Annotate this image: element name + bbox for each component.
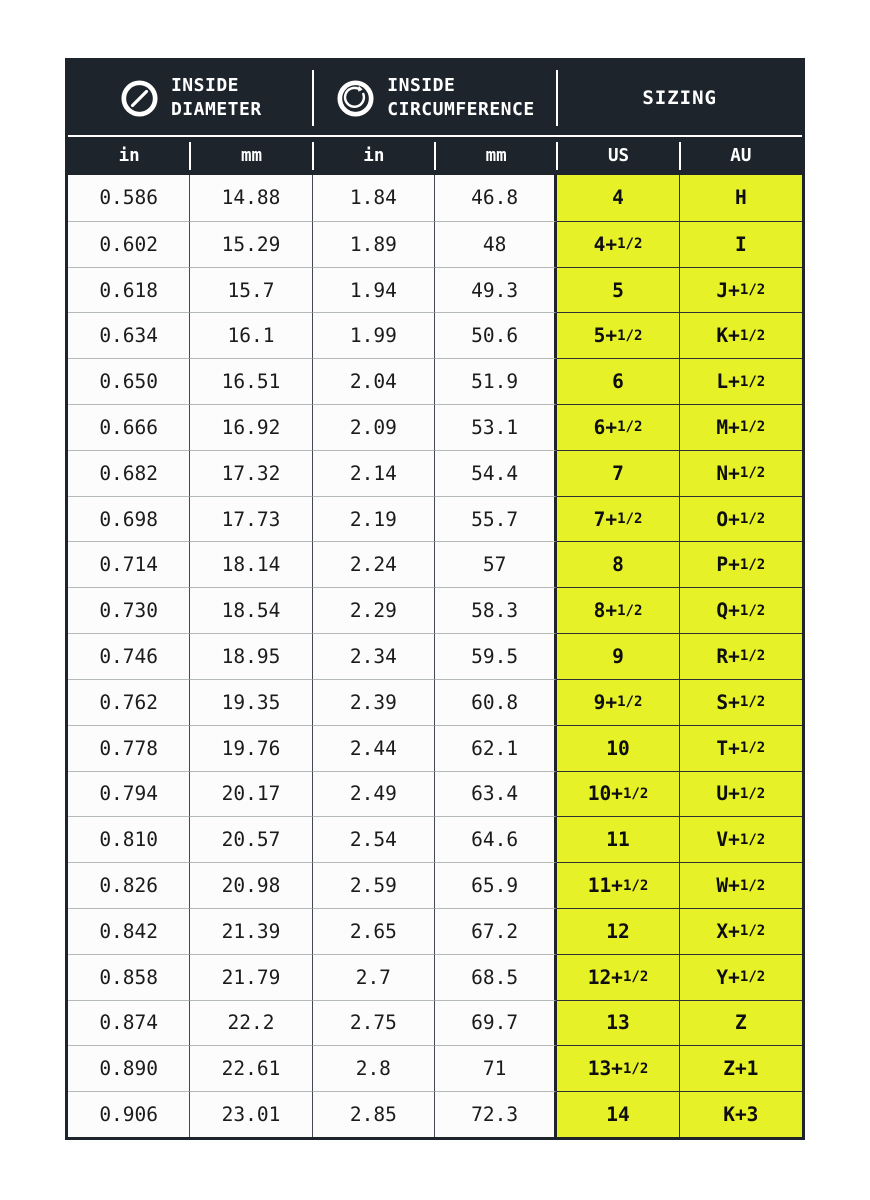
measurement-cell: 55.7: [435, 496, 557, 542]
table-header: [68, 61, 802, 175]
sizing-cell: W+ 1/2: [680, 862, 802, 908]
measurement-cell: 0.602: [68, 221, 190, 267]
measurement-cell: 0.714: [68, 541, 190, 587]
measurement-cell: 1.99: [313, 312, 435, 358]
measurement-cell: 2.85: [313, 1091, 435, 1137]
measurement-cell: 14.88: [190, 175, 312, 221]
measurement-cell: 19.76: [190, 725, 312, 771]
measurement-cell: 2.44: [313, 725, 435, 771]
sizing-cell: U+ 1/2: [680, 771, 802, 817]
measurement-cell: 57: [435, 541, 557, 587]
measurement-cell: 48: [435, 221, 557, 267]
sizing-cell: K+ 1/2: [680, 312, 802, 358]
measurement-cell: 0.778: [68, 725, 190, 771]
column-header-row: [68, 137, 802, 175]
measurement-cell: 0.874: [68, 1000, 190, 1046]
sizing-cell: 9: [557, 633, 679, 679]
sizing-cell: 5: [557, 267, 679, 313]
measurement-cell: 1.89: [313, 221, 435, 267]
measurement-cell: 50.6: [435, 312, 557, 358]
table-body: [68, 175, 802, 1137]
measurement-cell: 1.84: [313, 175, 435, 221]
header-label-inside-circumference: INSIDE CIRCUMFERENCE: [387, 74, 535, 120]
measurement-cell: 72.3: [435, 1091, 557, 1137]
sizing-cell: 6+ 1/2: [557, 404, 679, 450]
measurement-cell: 54.4: [435, 450, 557, 496]
measurement-cell: 68.5: [435, 954, 557, 1000]
column-header-au: AU: [730, 146, 752, 166]
measurement-cell: 16.92: [190, 404, 312, 450]
measurement-cell: 0.794: [68, 771, 190, 817]
measurement-cell: 2.59: [313, 862, 435, 908]
sizing-cell: 4: [557, 175, 679, 221]
sizing-cell: 5+ 1/2: [557, 312, 679, 358]
sizing-cell: 11+ 1/2: [557, 862, 679, 908]
measurement-cell: 17.32: [190, 450, 312, 496]
measurement-cell: 17.73: [190, 496, 312, 542]
measurement-cell: 0.698: [68, 496, 190, 542]
sizing-cell: V+ 1/2: [680, 816, 802, 862]
measurement-cell: 49.3: [435, 267, 557, 313]
column-header-diameter-mm: mm: [190, 137, 312, 175]
measurement-cell: 69.7: [435, 1000, 557, 1046]
sizing-cell: M+ 1/2: [680, 404, 802, 450]
measurement-cell: 20.57: [190, 816, 312, 862]
sizing-cell: Z+1: [680, 1045, 802, 1091]
measurement-cell: 2.39: [313, 679, 435, 725]
header-label-sizing: SIZING: [642, 87, 717, 109]
sizing-cell: J+ 1/2: [680, 267, 802, 313]
sizing-cell: P+ 1/2: [680, 541, 802, 587]
measurement-cell: 18.54: [190, 587, 312, 633]
measurement-cell: 20.98: [190, 862, 312, 908]
sizing-cell: L+ 1/2: [680, 358, 802, 404]
sizing-cell: N+ 1/2: [680, 450, 802, 496]
measurement-cell: 63.4: [435, 771, 557, 817]
measurement-cell: 2.49: [313, 771, 435, 817]
header-sizing: [557, 61, 802, 135]
sizing-cell: 8: [557, 541, 679, 587]
measurement-cell: 2.65: [313, 908, 435, 954]
measurement-cell: 16.1: [190, 312, 312, 358]
sizing-cell: R+ 1/2: [680, 633, 802, 679]
measurement-cell: 19.35: [190, 679, 312, 725]
sizing-cell: 10+ 1/2: [557, 771, 679, 817]
sizing-cell: 7: [557, 450, 679, 496]
sizing-cell: 4+ 1/2: [557, 221, 679, 267]
measurement-cell: 2.04: [313, 358, 435, 404]
measurement-cell: 0.666: [68, 404, 190, 450]
measurement-cell: 60.8: [435, 679, 557, 725]
sizing-cell: 12: [557, 908, 679, 954]
sizing-cell: 13: [557, 1000, 679, 1046]
column-header-circumference-mm: mm: [435, 137, 557, 175]
ring-size-chart: [65, 58, 805, 1140]
measurement-cell: 1.94: [313, 267, 435, 313]
measurement-cell: 15.29: [190, 221, 312, 267]
measurement-cell: 23.01: [190, 1091, 312, 1137]
measurement-cell: 22.2: [190, 1000, 312, 1046]
measurement-cell: 0.618: [68, 267, 190, 313]
measurement-cell: 0.586: [68, 175, 190, 221]
sizing-cell: O+ 1/2: [680, 496, 802, 542]
measurement-cell: 0.682: [68, 450, 190, 496]
sizing-cell: I: [680, 221, 802, 267]
measurement-cell: 2.34: [313, 633, 435, 679]
measurement-cell: 2.54: [313, 816, 435, 862]
header-inside-diameter: [68, 61, 313, 135]
measurement-cell: 21.39: [190, 908, 312, 954]
sizing-cell: 8+ 1/2: [557, 587, 679, 633]
measurement-cell: 18.14: [190, 541, 312, 587]
measurement-cell: 2.7: [313, 954, 435, 1000]
measurement-cell: 58.3: [435, 587, 557, 633]
measurement-cell: 0.810: [68, 816, 190, 862]
measurement-cell: 22.61: [190, 1045, 312, 1091]
measurement-cell: 62.1: [435, 725, 557, 771]
measurement-cell: 0.906: [68, 1091, 190, 1137]
measurement-cell: 16.51: [190, 358, 312, 404]
measurement-cell: 2.8: [313, 1045, 435, 1091]
measurement-cell: 46.8: [435, 175, 557, 221]
measurement-cell: 67.2: [435, 908, 557, 954]
circumference-icon: [335, 78, 376, 119]
measurement-cell: 53.1: [435, 404, 557, 450]
measurement-cell: 2.14: [313, 450, 435, 496]
sizing-cell: 6: [557, 358, 679, 404]
sizing-cell: S+ 1/2: [680, 679, 802, 725]
sizing-cell: Q+ 1/2: [680, 587, 802, 633]
sizing-cell: 12+ 1/2: [557, 954, 679, 1000]
sizing-cell: T+ 1/2: [680, 725, 802, 771]
column-header-circumference-in: in: [313, 137, 435, 175]
measurement-cell: 71: [435, 1045, 557, 1091]
sizing-cell: Y+ 1/2: [680, 954, 802, 1000]
header-inside-circumference: [313, 61, 558, 135]
measurement-cell: 2.75: [313, 1000, 435, 1046]
sizing-cell: Z: [680, 1000, 802, 1046]
sizing-cell: 11: [557, 816, 679, 862]
measurement-cell: 2.19: [313, 496, 435, 542]
sizing-cell: 9+ 1/2: [557, 679, 679, 725]
measurement-cell: 0.746: [68, 633, 190, 679]
sizing-cell: K+3: [680, 1091, 802, 1137]
measurement-cell: 0.762: [68, 679, 190, 725]
header-group-row: [68, 61, 802, 135]
sizing-cell: 10: [557, 725, 679, 771]
measurement-cell: 2.09: [313, 404, 435, 450]
diameter-icon: [119, 78, 160, 119]
measurement-cell: 21.79: [190, 954, 312, 1000]
measurement-cell: 2.29: [313, 587, 435, 633]
measurement-cell: 59.5: [435, 633, 557, 679]
measurement-cell: 64.6: [435, 816, 557, 862]
measurement-cell: 51.9: [435, 358, 557, 404]
measurement-cell: 0.634: [68, 312, 190, 358]
sizing-cell: X+ 1/2: [680, 908, 802, 954]
measurement-cell: 0.826: [68, 862, 190, 908]
measurement-cell: 0.858: [68, 954, 190, 1000]
measurement-cell: 2.24: [313, 541, 435, 587]
measurement-cell: 15.7: [190, 267, 312, 313]
sizing-cell: 14: [557, 1091, 679, 1137]
measurement-cell: 0.842: [68, 908, 190, 954]
sizing-cell: H: [680, 175, 802, 221]
sizing-cell: 13+ 1/2: [557, 1045, 679, 1091]
measurement-cell: 65.9: [435, 862, 557, 908]
measurement-cell: 0.650: [68, 358, 190, 404]
column-header-us: US: [557, 137, 679, 175]
measurement-cell: 0.890: [68, 1045, 190, 1091]
column-header-diameter-in: in: [68, 137, 190, 175]
measurement-cell: 18.95: [190, 633, 312, 679]
measurement-cell: 0.730: [68, 587, 190, 633]
sizing-cell: 7+ 1/2: [557, 496, 679, 542]
measurement-cell: 20.17: [190, 771, 312, 817]
header-label-inside-diameter: INSIDE DIAMETER: [170, 74, 262, 120]
